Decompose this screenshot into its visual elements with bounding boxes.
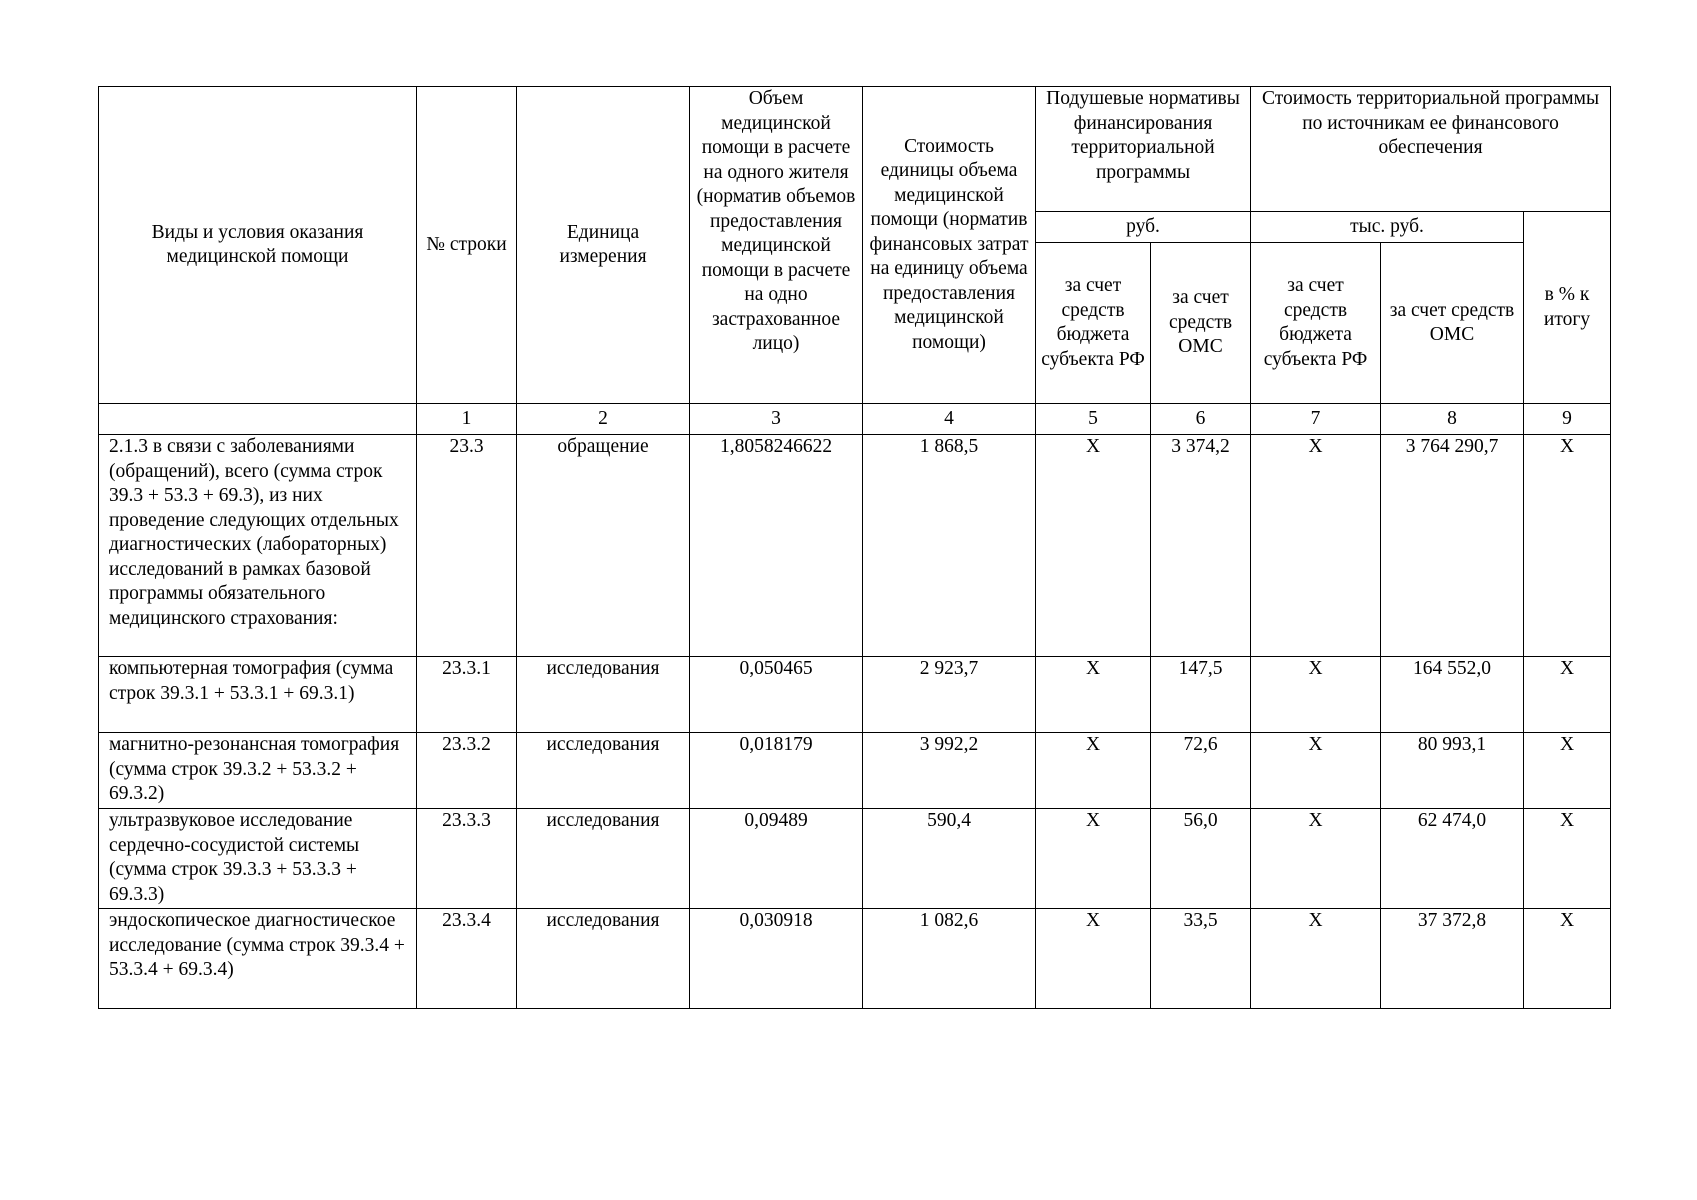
column-number: 7: [1251, 404, 1381, 435]
row-name: магнитно-резонансная томография (сумма строк 39.3.2 + 53.3.2 + 69.3.2): [99, 733, 417, 809]
row-volume: 1,8058246622: [690, 435, 863, 657]
row-number: 23.3.1: [417, 657, 517, 733]
header-row-number: № строки: [417, 87, 517, 404]
row-percent: Х: [1524, 657, 1611, 733]
row-budget-rub: Х: [1036, 657, 1151, 733]
header-per-capita: Подушевые нормативы финансирования территориальной программы: [1036, 87, 1251, 212]
table-row: [99, 809, 1611, 909]
row-cost: 1 082,6: [863, 909, 1036, 1009]
row-volume: 0,030918: [690, 909, 863, 1009]
row-percent: Х: [1524, 733, 1611, 809]
header-unit-cost: Стоимость единицы объема медицинской помощи (норматив финансовых затрат на единицу объема предоставления медицинской помощи): [863, 87, 1036, 404]
column-number: 1: [417, 404, 517, 435]
header-rub: руб.: [1036, 212, 1251, 243]
row-budget-thousand: Х: [1251, 657, 1381, 733]
row-oms-thousand: 37 372,8: [1381, 909, 1524, 1009]
row-cost: 3 992,2: [863, 733, 1036, 809]
row-number: 23.3.3: [417, 809, 517, 909]
header-volume: Объем медицинской помощи в расчете на одного жителя (норматив объемов предоставления медицинской помощи в расчете на одно застрахованное лицо): [690, 87, 863, 404]
row-percent: Х: [1524, 809, 1611, 909]
header-unit: Единица измерения: [517, 87, 690, 404]
row-number: 23.3.4: [417, 909, 517, 1009]
header-budget-thousand: за счет средств бюджета субъекта РФ: [1251, 243, 1381, 404]
row-oms-rub: 3 374,2: [1151, 435, 1251, 657]
row-unit: исследования: [517, 733, 690, 809]
header-oms-thousand: за счет средств ОМС: [1381, 243, 1524, 404]
row-oms-thousand: 3 764 290,7: [1381, 435, 1524, 657]
column-number: 5: [1036, 404, 1151, 435]
table-row: [99, 657, 1611, 733]
row-cost: 2 923,7: [863, 657, 1036, 733]
row-oms-rub: 72,6: [1151, 733, 1251, 809]
column-number: 8: [1381, 404, 1524, 435]
row-volume: 0,09489: [690, 809, 863, 909]
row-percent: Х: [1524, 909, 1611, 1009]
row-oms-rub: 147,5: [1151, 657, 1251, 733]
row-name: 2.1.3 в связи с заболеваниями (обращений), всего (сумма строк 39.3 + 53.3 + 69.3), из них проведение следующих отдельных диагностических (лабораторных) исследований в рамках базовой программы обязательного медицинского страхования:: [99, 435, 417, 657]
header-thousand-rub: тыс. руб.: [1251, 212, 1524, 243]
column-number: 9: [1524, 404, 1611, 435]
row-budget-thousand: Х: [1251, 809, 1381, 909]
header-program-cost: Стоимость территориальной программы по источникам ее финансового обеспечения: [1251, 87, 1611, 212]
column-number-blank: [99, 404, 417, 435]
row-budget-thousand: Х: [1251, 435, 1381, 657]
column-numbers-row: [99, 404, 1611, 435]
row-name: компьютерная томография (сумма строк 39.3.1 + 53.3.1 + 69.3.1): [99, 657, 417, 733]
row-volume: 0,050465: [690, 657, 863, 733]
row-oms-rub: 56,0: [1151, 809, 1251, 909]
column-number: 3: [690, 404, 863, 435]
medical-care-table: [98, 86, 1611, 1009]
row-name: ультразвуковое исследование сердечно-сосудистой системы (сумма строк 39.3.3 + 53.3.3 + 69.3.3): [99, 809, 417, 909]
header-row-1: [99, 87, 1611, 212]
row-budget-rub: Х: [1036, 809, 1151, 909]
column-number: 6: [1151, 404, 1251, 435]
row-number: 23.3.2: [417, 733, 517, 809]
row-budget-rub: Х: [1036, 435, 1151, 657]
row-budget-thousand: Х: [1251, 733, 1381, 809]
table-row: [99, 909, 1611, 1009]
row-budget-thousand: Х: [1251, 909, 1381, 1009]
row-number: 23.3: [417, 435, 517, 657]
row-unit: исследования: [517, 909, 690, 1009]
row-name: эндоскопическое диагностическое исследование (сумма строк 39.3.4 + 53.3.4 + 69.3.4): [99, 909, 417, 1009]
header-oms-rub: за счет средств ОМС: [1151, 243, 1251, 404]
header-budget-rub: за счет средств бюджета субъекта РФ: [1036, 243, 1151, 404]
row-oms-thousand: 80 993,1: [1381, 733, 1524, 809]
table-row: [99, 733, 1611, 809]
row-unit: исследования: [517, 809, 690, 909]
row-cost: 1 868,5: [863, 435, 1036, 657]
header-percent: в % к итогу: [1524, 212, 1611, 404]
row-unit: обращение: [517, 435, 690, 657]
column-number: 4: [863, 404, 1036, 435]
table-row: [99, 435, 1611, 657]
row-oms-rub: 33,5: [1151, 909, 1251, 1009]
row-cost: 590,4: [863, 809, 1036, 909]
row-budget-rub: Х: [1036, 733, 1151, 809]
row-budget-rub: Х: [1036, 909, 1151, 1009]
row-oms-thousand: 62 474,0: [1381, 809, 1524, 909]
row-unit: исследования: [517, 657, 690, 733]
row-volume: 0,018179: [690, 733, 863, 809]
header-types-of-care: Виды и условия оказания медицинской помощи: [99, 87, 417, 404]
column-number: 2: [517, 404, 690, 435]
row-oms-thousand: 164 552,0: [1381, 657, 1524, 733]
row-percent: Х: [1524, 435, 1611, 657]
